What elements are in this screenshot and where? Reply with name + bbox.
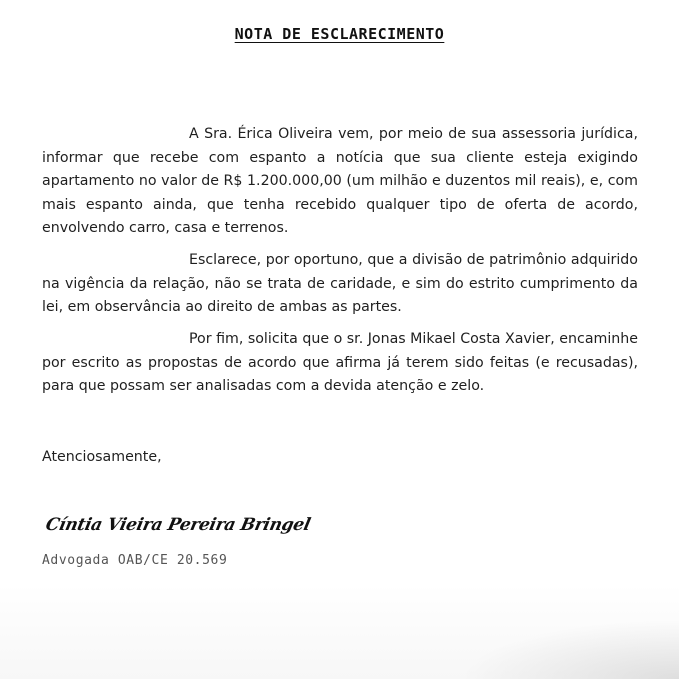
page-shadow <box>459 619 679 679</box>
document-title <box>0 25 679 43</box>
signature: Cíntia Vieira Pereira Bringel <box>43 515 313 535</box>
document-title-text: NOTA DE ESCLARECIMENTO <box>234 25 445 43</box>
paragraph-3: Por fim, solicita que o sr. Jonas Mikael Costa Xavier, encaminhe por escrito as propostas de acordo que afirma já terem sido feitas (e recusadas), para que possam ser analisadas com a devida atenção e zelo. <box>42 331 638 394</box>
paragraph-1: A Sra. Érica Oliveira vem, por meio de sua assessoria jurídica, informar que recebe com espanto a notícia que sua cliente esteja exigindo apartamento no valor de R$ 1.200.000,00 (um milhão e duzentos mil reais), e, com mais espanto ainda, que tenha recebido qualquer tipo de oferta de acordo, envolvendo carro, casa e terrenos. <box>42 126 638 236</box>
paragraph-2: Esclarece, por oportuno, que a divisão de patrimônio adquirido na vigência da relação, não se trata de caridade, e sim do estrito cumprimento da lei, em observância ao direito de ambas as partes. <box>42 252 638 315</box>
lawyer-credential: Advogada OAB/CE 20.569 <box>42 553 228 568</box>
closing-salutation: Atenciosamente, <box>42 449 162 465</box>
